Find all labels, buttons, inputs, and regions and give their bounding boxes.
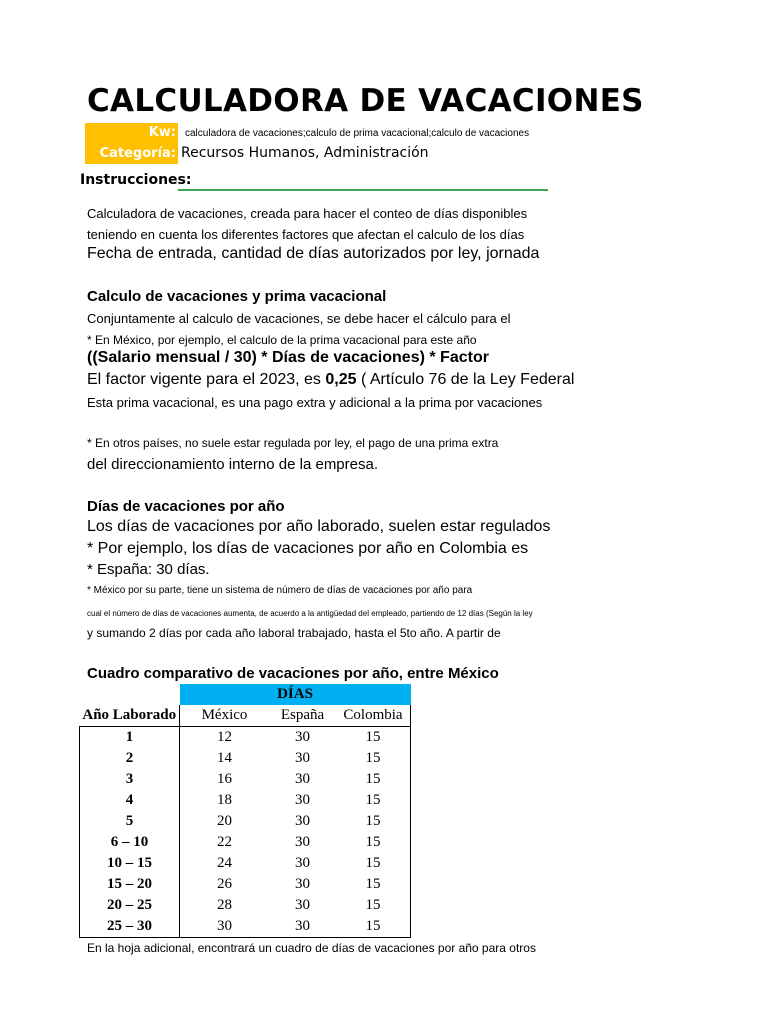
table-footer-note: En la hoja adicional, encontrará un cuadro de días de vacaciones por año para otros — [87, 941, 536, 955]
dias-line-6: y sumando 2 días por cada año laboral trabajado, hasta el 5to año. A partir de — [87, 626, 501, 640]
table-row — [80, 874, 411, 895]
colombia-cell: 15 — [336, 748, 411, 769]
colombia-cell: 15 — [336, 874, 411, 895]
dias-heading: Días de vacaciones por año — [87, 498, 285, 515]
espana-cell: 30 — [295, 792, 310, 808]
mexico-cell: 24 — [180, 853, 270, 874]
espana-cell: 30 — [269, 916, 336, 938]
year-cell: 15 – 20 — [80, 874, 180, 895]
prima-line-1: Conjuntamente al calculo de vacaciones, se debe hacer el cálculo para el — [87, 311, 511, 326]
table-row — [80, 790, 411, 811]
espana-cell: 30 — [295, 855, 310, 871]
espana-cell: 30 — [295, 876, 310, 892]
colombia-cell: 15 — [336, 916, 411, 938]
espana-cell: 30 — [295, 813, 310, 829]
category-value: Recursos Humanos, Administración — [181, 145, 429, 161]
table-heading: Cuadro comparativo de vacaciones por año, entre México — [87, 665, 499, 682]
colombia-cell: 15 — [336, 895, 411, 916]
colombia-cell: 15 — [336, 832, 411, 853]
mexico-cell: 26 — [180, 874, 270, 895]
factor-text-pre: El factor vigente para el 2023, es — [87, 371, 326, 388]
instructions-divider — [178, 189, 548, 191]
dias-group-header: DÍAS — [180, 684, 411, 705]
table-row — [80, 895, 411, 916]
kw-label: Kw: — [85, 123, 178, 143]
mexico-cell: 20 — [180, 811, 270, 832]
kw-value: calculadora de vacaciones;calculo de prima vacacional;calculo de vacaciones — [185, 128, 530, 139]
year-cell: 10 – 15 — [80, 853, 180, 874]
intro-line-2: teniendo en cuenta los diferentes factores que afectan el calculo de los días — [87, 227, 525, 242]
table-body — [80, 727, 411, 938]
espana-cell: 30 — [295, 834, 310, 850]
intro-line-1: Calculadora de vacaciones, creada para hacer el conteo de días disponibles — [87, 206, 528, 221]
table-row — [80, 727, 411, 749]
col-header-colombia: Colombia — [336, 705, 411, 727]
prima-factor-line — [87, 371, 574, 389]
table-column-header-row — [80, 705, 411, 727]
prima-formula: ((Salario mensual / 30) * Días de vacaciones) * Factor — [87, 349, 489, 366]
espana-cell: 30 — [295, 750, 310, 766]
year-cell: 1 — [80, 727, 180, 749]
col-header-mexico: México — [180, 705, 270, 727]
dias-line-4: * México por su parte, tiene un sistema de número de días de vacaciones por año para — [87, 585, 473, 596]
col-header-year: Año Laborado — [82, 707, 177, 723]
espana-cell: 30 — [295, 771, 310, 787]
category-label: Categoría: — [85, 143, 178, 164]
colombia-cell: 15 — [336, 853, 411, 874]
dias-line-1: Los días de vacaciones por año laborado, suelen estar regulados — [87, 518, 551, 535]
prima-line-2: * En México, por ejemplo, el calculo de la prima vacacional para este año — [87, 333, 477, 347]
dias-line-3: * España: 30 días. — [87, 561, 210, 578]
table-row — [80, 811, 411, 832]
prima-line-4: * En otros países, no suele estar regulada por ley, el pago de una prima extra — [87, 436, 499, 450]
instructions-label: Instrucciones: — [80, 172, 192, 188]
year-cell: 5 — [80, 811, 180, 832]
year-cell: 2 — [80, 748, 180, 769]
mexico-cell: 18 — [180, 790, 270, 811]
colombia-cell: 15 — [336, 790, 411, 811]
year-cell: 6 – 10 — [80, 832, 180, 853]
mexico-cell: 12 — [180, 727, 270, 749]
table-row — [80, 769, 411, 790]
dias-line-2: * Por ejemplo, los días de vacaciones por año en Colombia es — [87, 540, 529, 557]
dias-line-5: cual el número de días de vacaciones aumenta, de acuerdo a la antigüedad del empleado, partiendo de 12 días (Según la ley — [87, 609, 533, 618]
mexico-cell: 16 — [180, 769, 270, 790]
col-header-espana: España — [280, 707, 325, 723]
table-row — [80, 853, 411, 874]
table-row — [80, 916, 411, 938]
espana-cell: 30 — [269, 727, 336, 749]
table-row — [80, 748, 411, 769]
colombia-cell: 15 — [336, 727, 411, 749]
mexico-cell: 14 — [180, 748, 270, 769]
prima-line-3: Esta prima vacacional, es una pago extra y adicional a la prima por vacaciones — [87, 395, 543, 410]
colombia-cell: 15 — [336, 811, 411, 832]
year-cell: 25 – 30 — [80, 916, 180, 938]
factor-text-post: ( Artículo 76 de la Ley Federal — [356, 371, 575, 388]
vacation-comparison-table — [79, 684, 411, 938]
year-cell: 20 – 25 — [80, 895, 180, 916]
intro-line-3: Fecha de entrada, cantidad de días autorizados por ley, jornada — [87, 245, 540, 262]
page-title: CALCULADORA DE VACACIONES — [87, 83, 644, 119]
colombia-cell: 15 — [336, 769, 411, 790]
espana-cell: 30 — [295, 897, 310, 913]
year-cell: 4 — [80, 790, 180, 811]
prima-heading: Calculo de vacaciones y prima vacacional — [87, 288, 387, 305]
mexico-cell: 30 — [180, 916, 270, 938]
table-group-header-row — [80, 684, 411, 705]
prima-line-5: del direccionamiento interno de la empresa. — [87, 456, 378, 473]
table-row — [80, 832, 411, 853]
year-cell: 3 — [80, 769, 180, 790]
mexico-cell: 22 — [180, 832, 270, 853]
factor-value: 0,25 — [325, 371, 357, 388]
mexico-cell: 28 — [180, 895, 270, 916]
